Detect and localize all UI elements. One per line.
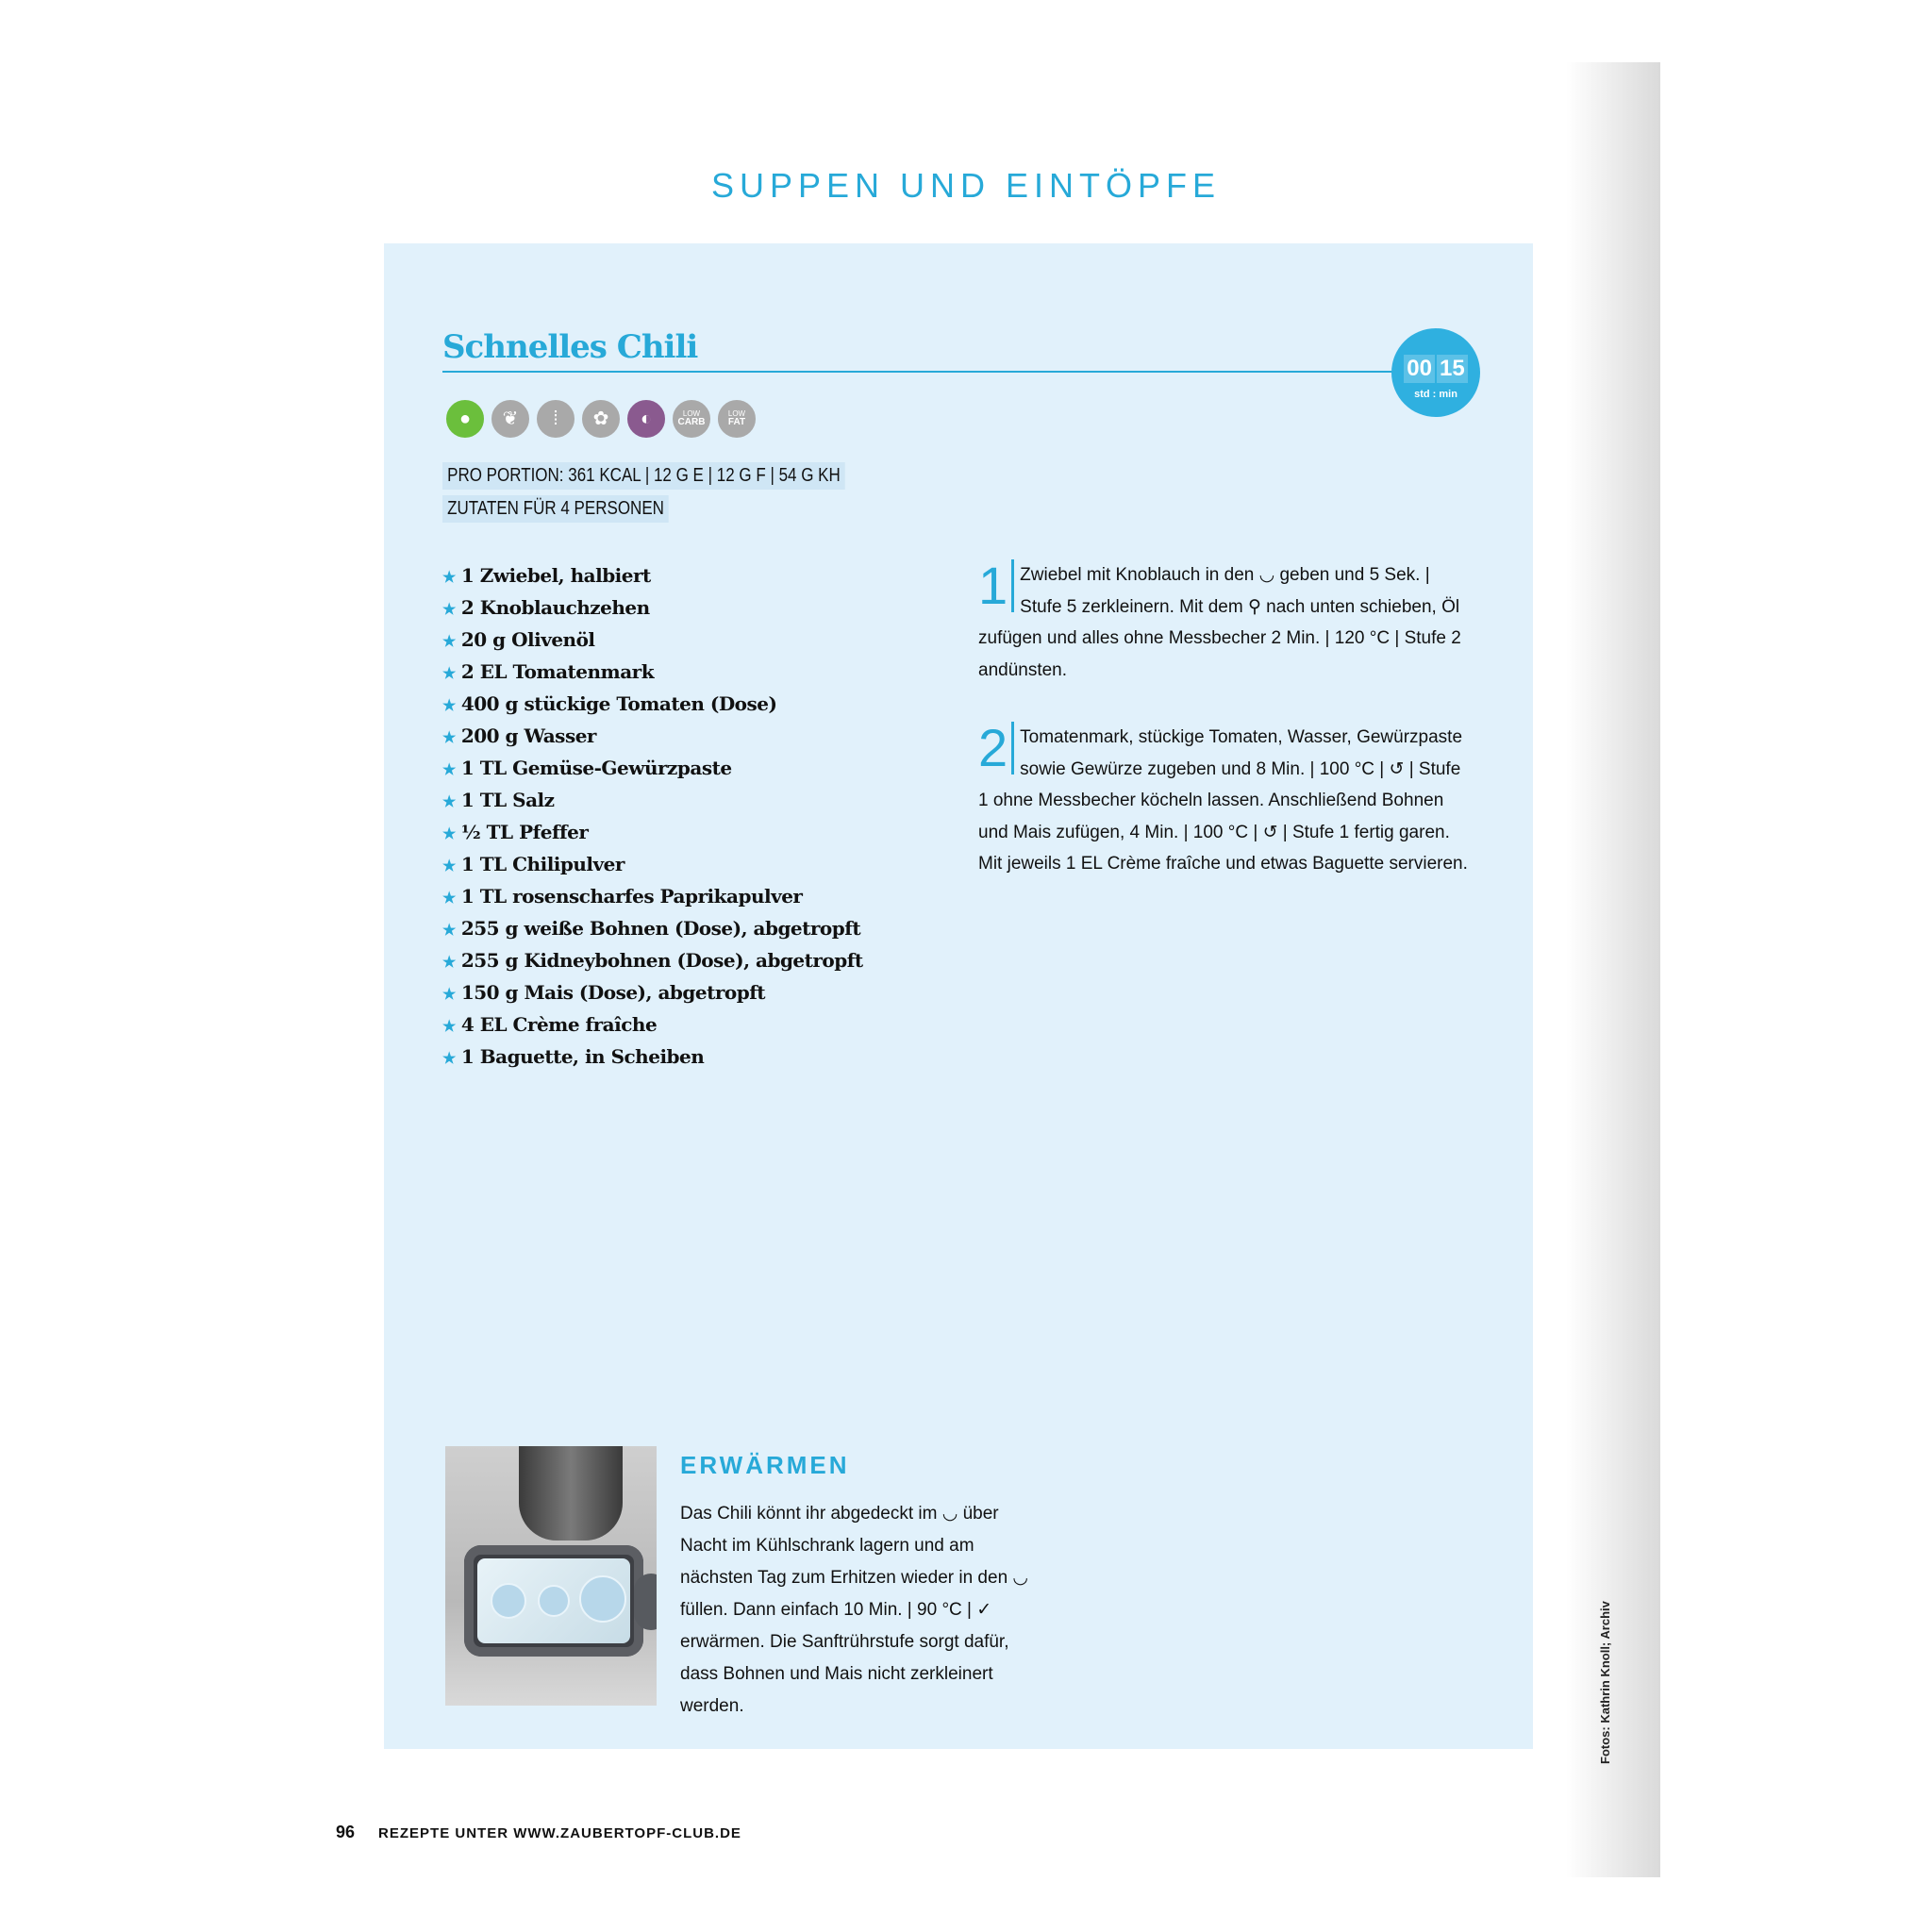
steps-list: [978, 556, 1469, 916]
ingredient-item: ★ 400 g stückige Tomaten (Dose): [442, 692, 777, 715]
ingredient-item: ★ 255 g Kidneybohnen (Dose), abgetropft: [442, 949, 863, 972]
recipe-title: Schnelles Chili: [442, 328, 698, 366]
ingredient-item: ★ 1 Baguette, in Scheiben: [442, 1045, 705, 1068]
recipe-panel: [384, 243, 1533, 1749]
step-number: 2: [978, 722, 1014, 774]
timer-digits: [1391, 355, 1480, 383]
ingredient-item: ★ 1 TL Salz: [442, 789, 555, 811]
ingredient-item: ★ 4 EL Crème fraîche: [442, 1013, 658, 1036]
ingredient-item: ★ 2 EL Tomatenmark: [442, 660, 655, 683]
nutrition-block: [442, 462, 916, 528]
star-icon: ★: [442, 792, 456, 810]
low-fat-top: LOW: [727, 409, 746, 418]
selector-knob: [634, 1574, 657, 1630]
star-icon: ★: [442, 953, 456, 971]
ingredient-item: ★ 1 TL rosenscharfes Paprikapulver: [442, 885, 803, 908]
star-icon: ★: [442, 1049, 456, 1067]
servings-label: ZUTATEN FÜR 4 PERSONEN: [442, 495, 669, 523]
warming-title: ERWÄRMEN: [680, 1451, 850, 1479]
warming-text: Das Chili könnt ihr abgedeckt im ◡ über Nacht im Kühlschrank lagern und am nächsten Tag zum Erhitzen wieder in den ◡ füllen. Dann einfach 10 Min. | 90 °C | ✓ erwärmen. Die Sanftrührstufe sorgt dafür, dass Bohnen und Mais nicht zerkleinert werden.: [680, 1504, 1028, 1716]
step-2: [978, 718, 1469, 880]
ingredient-item: ★ 20 g Olivenöl: [442, 628, 595, 651]
step-text: Zwiebel mit Knoblauch in den ◡ geben und 5 Sek. | Stufe 5 zerkleinern. Mit dem ⚲ nach unten schieben, Öl zufügen und alles ohne Messbecher 2 Min. | 120 °C | Stufe 2 andünsten.: [978, 565, 1461, 680]
star-icon: ★: [442, 728, 456, 746]
star-icon: ★: [442, 600, 456, 618]
title-divider: [442, 371, 1405, 373]
page-footer: [336, 1823, 741, 1842]
low-fat-icon: [716, 398, 758, 440]
star-icon: ★: [442, 568, 456, 586]
ingredient-item: ★ 2 Knoblauchzehen: [442, 596, 650, 619]
star-icon: ★: [442, 889, 456, 907]
nutrition-per-portion: PRO PORTION: 361 KCAL | 12 G E | 12 G F | 54 G KH: [442, 462, 845, 490]
meat-icon: ◐: [625, 398, 667, 440]
ingredient-item: ★ ½ TL Pfeffer: [442, 821, 589, 843]
footer-link[interactable]: REZEPTE UNTER WWW.ZAUBERTOPF-CLUB.DE: [378, 1825, 741, 1841]
star-icon: ★: [442, 760, 456, 778]
wheat-icon: ✿: [580, 398, 622, 440]
star-icon: ★: [442, 1017, 456, 1035]
star-icon: ★: [442, 824, 456, 842]
tomato-icon: ●: [444, 398, 486, 440]
appliance-photo: [445, 1446, 657, 1706]
ingredient-item: ★ 200 g Wasser: [442, 724, 596, 747]
ingredient-list: [442, 559, 895, 1073]
ingredient-item: ★ 1 TL Chilipulver: [442, 853, 625, 875]
leaf-icon: ❦: [490, 398, 531, 440]
display-dial: [491, 1583, 526, 1619]
step-number: 1: [978, 559, 1014, 612]
ingredient-item: ★ 1 TL Gemüse-Gewürzpaste: [442, 757, 732, 779]
mixing-bowl: [519, 1446, 623, 1541]
appliance-display: [464, 1545, 643, 1657]
display-dial: [579, 1575, 626, 1623]
photo-credit: Fotos: Kathrin Knoll; Archiv: [1598, 1601, 1612, 1764]
ingredient-item: ★ 1 Zwiebel, halbiert: [442, 564, 651, 587]
page-gutter-shadow: [1566, 62, 1660, 1877]
ingredient-item: ★ 255 g weiße Bohnen (Dose), abgetropft: [442, 917, 861, 940]
timer-minutes: 15: [1437, 355, 1468, 383]
step-1: [978, 556, 1469, 686]
low-carb-bottom: CARB: [677, 417, 706, 427]
star-icon: ★: [442, 921, 456, 939]
timer-unit: std : min: [1414, 389, 1457, 400]
star-icon: ★: [442, 696, 456, 714]
page-number: 96: [336, 1823, 356, 1841]
diet-icons: [444, 398, 758, 441]
section-title: SUPPEN UND EINTÖPFE: [710, 166, 1222, 205]
display-dial: [538, 1585, 570, 1617]
timer-badge: [1391, 328, 1480, 417]
low-fat-bottom: FAT: [727, 417, 746, 427]
low-carb-top: LOW: [682, 409, 701, 418]
ingredient-item: ★ 150 g Mais (Dose), abgetropft: [442, 981, 766, 1004]
star-icon: ★: [442, 985, 456, 1003]
timer-hours: 00: [1404, 355, 1435, 383]
star-icon: ★: [442, 857, 456, 874]
grain-icon: ⁞: [535, 398, 576, 440]
star-icon: ★: [442, 632, 456, 650]
step-text: Tomatenmark, stückige Tomaten, Wasser, Gewürzpaste sowie Gewürze zugeben und 8 Min. | 100 °C | ↺ | Stufe 1 ohne Messbecher köcheln lassen. Anschließend Bohnen und Mais zufügen, 4 Min. | 100 °C | ↺ | Stufe 1 fertig garen. Mit jeweils 1 EL Crème fraîche und etwas Baguette servieren.: [978, 727, 1468, 874]
low-carb-icon: [671, 398, 712, 440]
star-icon: ★: [442, 664, 456, 682]
